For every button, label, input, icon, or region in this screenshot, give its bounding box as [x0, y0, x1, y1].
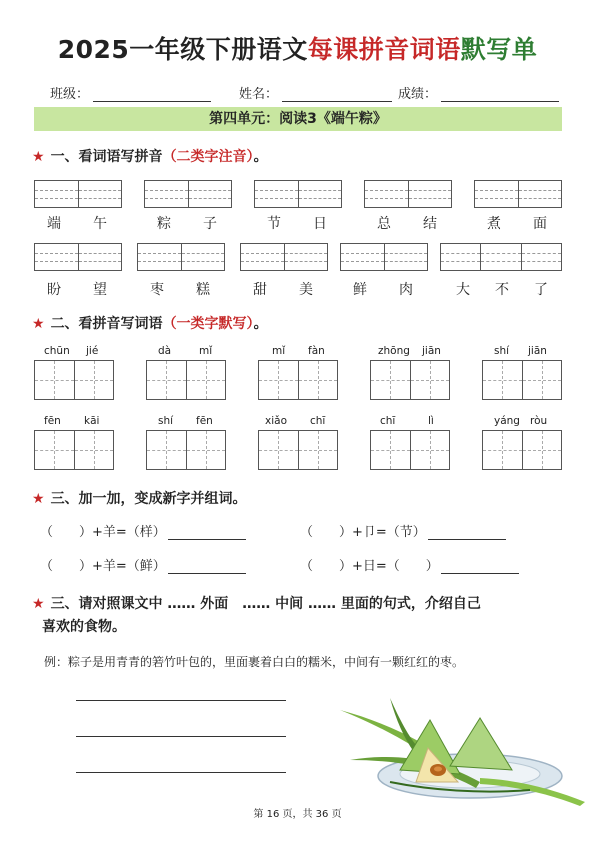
add-char-item: （ ）+日=（ ） [300, 555, 519, 574]
add-char-item: （ ）+卩=（节） [300, 521, 506, 540]
pinyin-label: shí [494, 345, 510, 357]
pinyin-label: yáng [494, 415, 520, 427]
student-info-row [50, 82, 560, 102]
writing-grid[interactable] [370, 360, 450, 400]
pinyin-label: dà [158, 345, 172, 357]
pinyin-label: zhōng [378, 345, 410, 357]
answer-blank[interactable] [168, 526, 246, 540]
word-char: 日 [313, 216, 327, 232]
pinyin-label: fàn [308, 345, 325, 357]
word-char: 望 [93, 282, 107, 298]
pinyin-box[interactable] [137, 243, 225, 271]
pinyin-label: ròu [530, 415, 548, 427]
pinyin-box[interactable] [34, 243, 122, 271]
star-icon: ★ [32, 149, 45, 165]
star-icon: ★ [32, 491, 45, 507]
section4-heading: ★ 三、请对照课文中 …… 外面 …… 中间 …… 里面的句式，介绍自己 [32, 596, 481, 612]
pinyin-box[interactable] [474, 180, 562, 208]
word-char: 了 [534, 282, 548, 298]
pinyin-box[interactable] [340, 243, 428, 271]
writing-line[interactable] [76, 736, 286, 737]
add-char-item: （ ）+羊=（样） [40, 521, 246, 540]
writing-grid[interactable] [370, 430, 450, 470]
pinyin-box[interactable] [240, 243, 328, 271]
class-field: 班级： [50, 83, 211, 102]
example-sentence: 例：粽子是用青青的箬竹叶包的，里面裹着白白的糯米，中间有一颗红红的枣。 [44, 655, 465, 669]
pinyin-box[interactable] [440, 243, 562, 271]
word-char: 不 [495, 282, 509, 298]
word-char: 美 [299, 282, 313, 298]
word-char: 总 [377, 216, 391, 232]
unit-banner: 第四单元：阅读3《端午粽》 [34, 107, 562, 131]
pinyin-label: fēn [44, 415, 61, 427]
word-char: 枣 [150, 282, 164, 298]
word-char: 大 [456, 282, 470, 298]
writing-grid[interactable] [258, 430, 338, 470]
section4-heading-cont: 喜欢的食物。 [42, 619, 126, 635]
name-field: 姓名： [239, 83, 392, 102]
section3-heading: ★ 三、加一加，变成新字并组词。 [32, 491, 247, 507]
pinyin-label: jiān [528, 345, 547, 357]
writing-grid[interactable] [146, 360, 226, 400]
pinyin-box[interactable] [34, 180, 122, 208]
pinyin-box[interactable] [364, 180, 452, 208]
word-char: 粽 [157, 216, 171, 232]
zongzi-illustration [330, 690, 590, 808]
writing-grid[interactable] [482, 360, 562, 400]
pinyin-label: kāi [84, 415, 100, 427]
word-char: 结 [423, 216, 437, 232]
pinyin-label: xiǎo [265, 415, 287, 427]
writing-line[interactable] [76, 772, 286, 773]
pinyin-box[interactable] [144, 180, 232, 208]
section2-heading: ★ 二、看拼音写词语（一类字默写）。 [32, 316, 268, 332]
pinyin-label: mǐ [272, 345, 286, 357]
writing-grid[interactable] [258, 360, 338, 400]
pinyin-label: jié [86, 345, 99, 357]
section1-heading: ★ 一、看词语写拼音（二类字注音）。 [32, 149, 268, 165]
word-char: 端 [47, 216, 61, 232]
word-char: 午 [93, 216, 107, 232]
pinyin-label: shí [158, 415, 174, 427]
score-field: 成绩： [398, 83, 559, 102]
pinyin-label: chī [310, 415, 326, 427]
word-char: 节 [267, 216, 281, 232]
pinyin-label: chī [380, 415, 396, 427]
writing-grid[interactable] [146, 430, 226, 470]
word-char: 面 [533, 216, 547, 232]
page-number: 第 16 页，共 36 页 [253, 809, 342, 820]
word-char: 甜 [253, 282, 267, 298]
word-char: 糕 [196, 282, 210, 298]
word-char: 盼 [47, 282, 61, 298]
writing-grid[interactable] [34, 360, 114, 400]
pinyin-label: jiān [422, 345, 441, 357]
answer-blank[interactable] [168, 560, 246, 574]
writing-grid[interactable] [34, 430, 114, 470]
writing-line[interactable] [76, 700, 286, 701]
writing-grid[interactable] [482, 430, 562, 470]
pinyin-label: chūn [44, 345, 70, 357]
pinyin-label: fēn [196, 415, 213, 427]
score-blank[interactable] [441, 87, 559, 102]
pinyin-label: lì [428, 415, 434, 427]
word-char: 肉 [399, 282, 413, 298]
class-blank[interactable] [93, 87, 211, 102]
star-icon: ★ [32, 596, 45, 612]
answer-blank[interactable] [441, 560, 519, 574]
word-char: 子 [203, 216, 217, 232]
word-char: 煮 [487, 216, 501, 232]
answer-blank[interactable] [428, 526, 506, 540]
pinyin-label: mǐ [199, 345, 213, 357]
page-title: 2025一年级下册语文每课拼音词语默写单 [57, 35, 538, 64]
name-blank[interactable] [282, 87, 392, 102]
word-char: 鲜 [353, 282, 367, 298]
add-char-item: （ ）+羊=（鲜） [40, 555, 246, 574]
star-icon: ★ [32, 316, 45, 332]
pinyin-box[interactable] [254, 180, 342, 208]
